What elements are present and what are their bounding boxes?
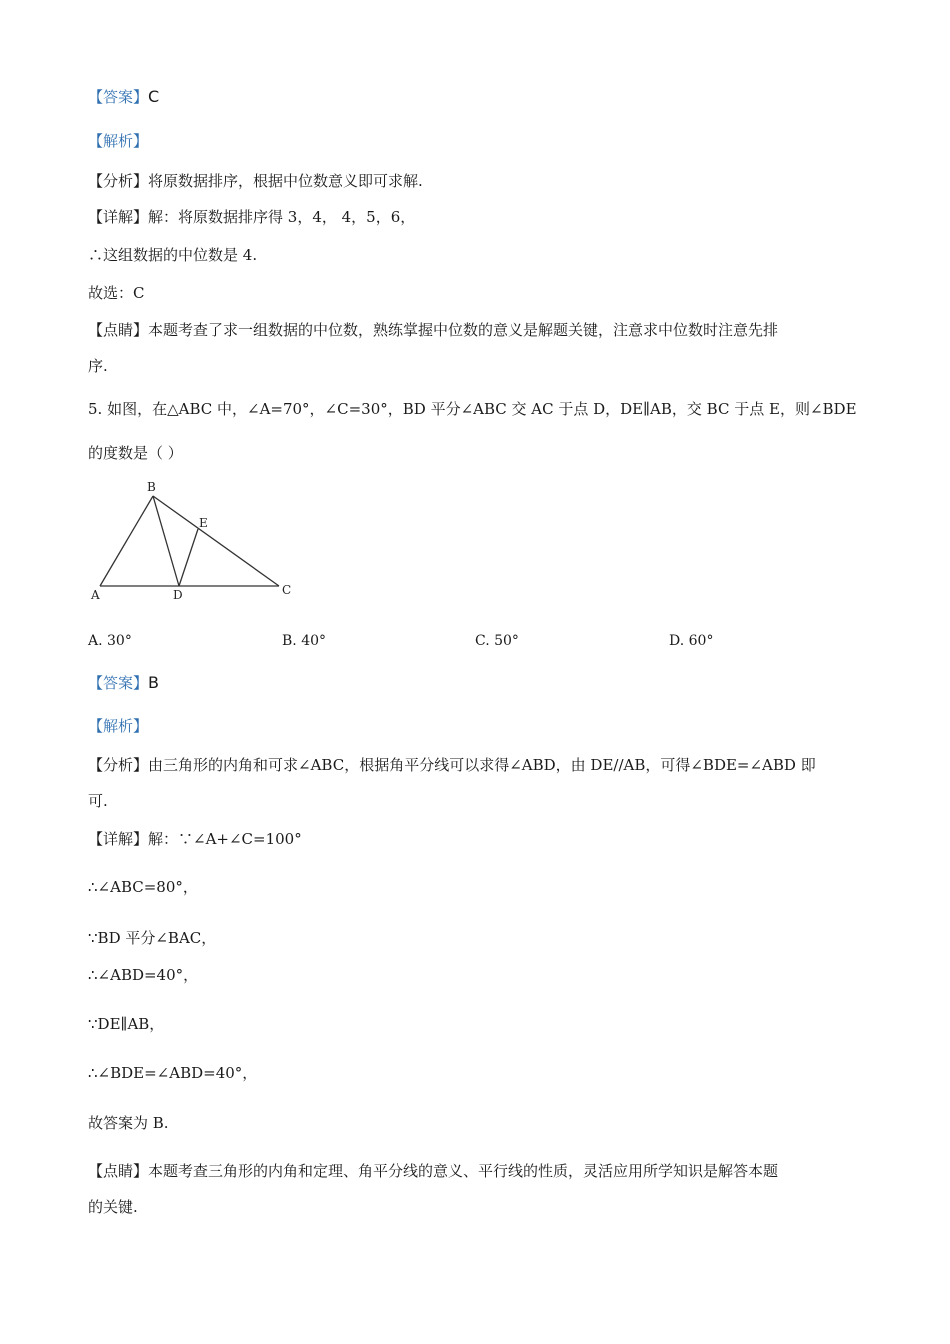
fenxi-text: 将原数据排序，根据中位数意义即可求解. — [148, 172, 423, 190]
dianjing-line-1 — [88, 320, 778, 340]
option-b: B. 40° — [282, 633, 327, 649]
answer-value: C — [148, 87, 160, 106]
option-c: C. 50° — [475, 633, 519, 649]
analysis-tag-2 — [88, 716, 148, 736]
label-D: D — [173, 588, 183, 602]
fenxi-line-2 — [88, 755, 816, 775]
xiangjie-line-2 — [88, 829, 302, 849]
xiangjie-line-1 — [88, 207, 415, 227]
step-4: ∵DE∥AB， — [88, 1015, 165, 1033]
step-2: ∵BD 平分∠BAC， — [88, 929, 217, 947]
segment-DE — [179, 529, 198, 586]
answer-line-2 — [88, 673, 159, 693]
triangle-figure — [80, 470, 310, 610]
xiangjie-tag: 【详解】 — [88, 208, 149, 226]
fenxi-text-2: 由三角形的内角和可求∠ABC，根据角平分线可以求得∠ABD，由 DE//AB，可得∠BDE=∠ABD 即 — [148, 756, 816, 774]
dianjing-line-1b: 序. — [88, 357, 108, 375]
therefore-line-1: ∴这组数据的中位数是 4. — [88, 246, 258, 264]
step-5: ∴∠BDE=∠ABD=40°， — [88, 1064, 258, 1082]
analysis-tag: 【解析】 — [88, 132, 149, 150]
conclusion-line-2: 故答案为 B. — [88, 1114, 169, 1132]
answer-line-1 — [88, 87, 159, 107]
option-d: D. 60° — [669, 633, 714, 649]
dianjing-text-2: 本题考查三角形的内角和定理、角平分线的意义、平行线的性质，灵活应用所学知识是解答本题 — [148, 1162, 779, 1180]
xiangjie-text-2: 解：∵∠A+∠C=100° — [148, 830, 302, 848]
label-A: A — [91, 588, 100, 602]
fenxi-line-1 — [88, 171, 423, 191]
segment-AB — [100, 496, 153, 586]
label-C: C — [282, 583, 292, 597]
dianjing-tag: 【点睛】 — [88, 321, 149, 339]
segment-BC — [153, 496, 279, 586]
xiangjie-tag-2: 【详解】 — [88, 830, 149, 848]
choose-line-1: 故选：C — [88, 284, 145, 302]
question-5-line-2: 的度数是（ ） — [88, 444, 183, 462]
fenxi-tag: 【分析】 — [88, 172, 149, 190]
fenxi-tag-2: 【分析】 — [88, 756, 149, 774]
analysis-tag-1 — [88, 131, 148, 151]
answer-tag-2: 【答案】 — [88, 674, 149, 692]
analysis-tag-2-text: 【解析】 — [88, 717, 149, 735]
fenxi-line-2b: 可. — [88, 792, 108, 810]
answer-tag: 【答案】 — [88, 88, 149, 106]
dianjing-text: 本题考查了求一组数据的中位数，熟练掌握中位数的意义是解题关键，注意求中位数时注意先排 — [148, 321, 779, 339]
step-3: ∴∠ABD=40°， — [88, 966, 199, 984]
xiangjie-text: 解：将原数据排序得 3，4， 4，5，6， — [148, 208, 416, 226]
dianjing-tag-2: 【点睛】 — [88, 1162, 149, 1180]
segment-BD — [153, 496, 179, 586]
question-5-line-1: 5. 如图，在△ABC 中，∠A=70°，∠C=30°，BD 平分∠ABC 交 AC 于点 D，DE∥AB，交 BC 于点 E，则∠BDE — [88, 400, 857, 418]
answer-value-2: B — [148, 673, 159, 692]
label-B: B — [147, 480, 156, 494]
dianjing-line-2 — [88, 1161, 778, 1181]
step-1: ∴∠ABC=80°， — [88, 878, 198, 896]
option-a: A. 30° — [88, 633, 132, 649]
dianjing-line-2b: 的关键. — [88, 1198, 138, 1216]
label-E: E — [199, 516, 208, 530]
